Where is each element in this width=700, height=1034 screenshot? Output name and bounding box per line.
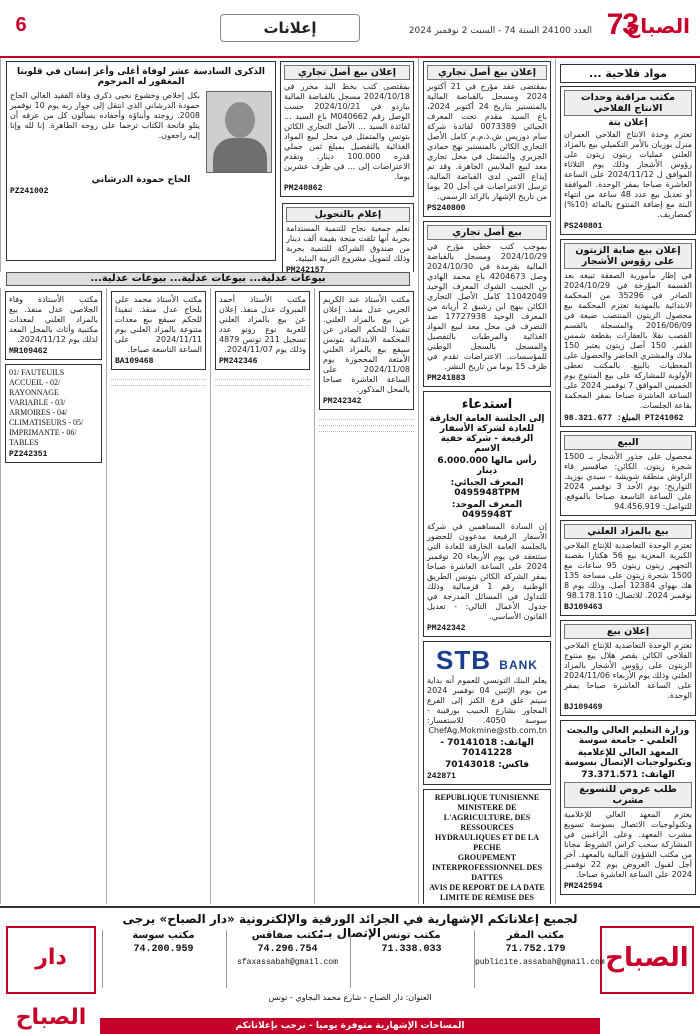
office-email: publicite.assabah@gmail.com — [475, 958, 605, 967]
sale-ad — [111, 291, 206, 370]
ad-box — [423, 221, 551, 387]
footer-red-bar: المساحات الإشهارية متوفرة يوميا - نرحب بإعلاناتكم — [100, 1018, 600, 1034]
ad-ref: 242871 — [427, 772, 456, 781]
ad-fiscal-id: المعرف الجبائي: 0495948TPM — [450, 478, 524, 498]
ad-title: استدعاء — [461, 397, 513, 412]
ad-text: يعلم البنك التونسي للعموم أنه بداية من يوم الإثنين 04 نوفمبر 2024 سيتم غلق فرع الكنز إلى الفرع المجاور بشارع الحبيب بورقيبة - سوسة 4050. للاستفسار: ChefAg.Mokmine@stb.com.tn — [427, 676, 548, 735]
ad-box — [560, 620, 696, 716]
ad-ref: PM242342 — [323, 397, 362, 406]
ad-text: بمقتضى عقد مؤرخ في 21 أكتوبر 2024 ومسجل بالقباضة المالية بالمنستير بتاريخ 24 أكتوبر 2024، باع السيد مقدم تحت المعرف الجبائي 0073389 لفائدة شركة سام دوريس ش.ذ.م.م كامل الأصل التجاري الكائن بالمنستير نهج حمادي الجزيري والمتمثل في محل تجاري معد لبيع الملابس الجاهزة. وقد تم إيداع الثمن لدى القباضة المالية. ترسل الاعتراضات في أجل 20 يوما من تاريخ الإشهار بالرائد الرسمي. — [427, 82, 547, 201]
office-name: مكتب صفاقس — [251, 930, 324, 941]
office-phone: 74.200.959 — [133, 944, 194, 955]
section-title: إعلانات — [220, 14, 360, 42]
ad-ref: PS240800 — [427, 204, 466, 213]
footer — [0, 906, 700, 1034]
logo-name: الصباح — [625, 14, 690, 38]
ad-ref: PZ241002 — [10, 187, 49, 196]
french-ad-box — [423, 789, 551, 904]
ad-reg-id: المعرف الموحد: 0495948T — [451, 500, 523, 520]
ad-title: إعلان بيع — [564, 624, 692, 639]
sale-text: مكتب الأستاذ محمد علي بلحاج عدل منفذ. تنفيذا للحكم سيقع بيع معدات متنوعة بالمزاد العلني يوم 2024/11/11 على الساعة التاسعة صباحا. — [115, 295, 202, 354]
footer-logo-right: الصباح — [600, 926, 694, 994]
ad-text: تعتزم وحدة الانتاج الفلاحي العمران منزل بوزيان بالأمر التكميلي بيع بالمزاد العلني عمليات زيتون زيتون على رؤوس الأشجار وذلك يوم الثلاثاء الموافق ل 2024/11/12 على الساعة العاشرة صباحا بمقر الوحدة. الموافقة أو تعديل بيع عدد 48 ساعة من انتهاء البتة مع إضافة المنتوج بالمائة (10%) كمصاريف. — [564, 130, 692, 219]
category-title: مواد فلاحية ... — [560, 64, 696, 83]
ad-ref: PM242594 — [564, 882, 603, 891]
ad-ref: PM242157 — [286, 266, 325, 272]
bank-brand: STB — [436, 645, 492, 675]
issue-line: العدد 24100 السنة 74 - السبت 2 نوفمبر 2024 — [408, 26, 592, 36]
ad-ref: MR109462 — [9, 347, 48, 356]
ad-subtitle: إلى الجلسة العامة الخارقة للعادة لشركة الأسفار الرفيعة - شركة خفية الاسم — [429, 414, 545, 454]
office-email: sfaxassabah@gmail.com — [237, 958, 338, 967]
text-line — [215, 380, 310, 386]
ad-text: إن السادة المساهمين في شركة الأسفار الرفيعة مدعوون للحضور بالجلسة العامة الخارقة للعادة التي ستنعقد في يوم الأربعاء 20 نوفمبر 2024 على الساعة العاشرة صباحا بمقر الشركة الكائن بتونس الطريق الوطنية رقم 1 قرمبالية وذلك للتداول في المسائل المدرجة في جدول الأعمال التالي: - تعديل القانون الأساسي. — [427, 522, 548, 621]
ad-ref: PM241883 — [427, 374, 466, 383]
ad-text: تعلم جمعية نجاح للتنمية المستدامة بجربة أنها تلقت منحة بقيمة ألف دينار من صندوق الشراكة للتنمية بجربة وذلك لتمويل مشروع التربية البيئية. — [286, 224, 410, 263]
ad-title: إعلان بيع أصل تجاري — [284, 65, 410, 80]
ad-subtitle: إعلان بتة — [608, 118, 648, 128]
left-col-b — [6, 61, 276, 265]
office-card — [226, 930, 348, 988]
ad-text: بمقتضى كتب بخط اليد محرر في 2024/10/18 مسجل بالقباضة المالية بباردو في 2024/10/21 حسب الوصل رقم M040662 باع السيد ... لفائدة السيد ... الأصل التجاري الكائن بتونس والمتمثل في محل لبيع المواد الغذائية بالتفصيل بمبلغ ثمن جملي قدره 100.000 دينار. وتقدم الاعتراضات إلى ... في ظرف عشرين يوما. — [284, 82, 411, 181]
bank-word: BANK — [499, 658, 538, 672]
office-name: مكتب المقر — [506, 930, 565, 941]
memorial-box — [6, 61, 276, 261]
office-phone: 71.752.179 — [505, 944, 566, 955]
bank-logo — [427, 645, 547, 676]
ad-box — [560, 86, 696, 235]
footer-title: لجميع إعلاناتكم الإشهارية في الجرائد الورقية والإلكترونية «دار الصباح» يرجى الإتصال بـ: — [122, 912, 578, 940]
ad-title: بيع أصل تجاري — [427, 225, 547, 240]
sale-item-list: 01/ FAUTEUILS ACCUEIL - 02/ RAYONNAGE VARIABLE - 03/ ARMOIRES - 04/ CLIMATISEURS - 05/ IMPRIMANTE - 06/ TABLES — [9, 368, 84, 447]
portrait-photo — [206, 91, 272, 173]
ad-fax: فاكس: 70143018 — [444, 760, 530, 770]
ad-title: إعلان بيع صابة الزيتون على رؤوس الأشجار — [564, 243, 692, 269]
ad-title: AVIS DE REPORT DE LA DATE LIMITE DE REMISE DES — [429, 883, 545, 902]
portrait-face — [225, 102, 255, 138]
ad-ref: PM242346 — [219, 357, 258, 366]
ad-text: تعتزم الوحدة التعاضدية للإنتاج الفلاحي الكبرية المعزية بيع 56 هكتارا بقصبة التجهيز زيتون زيتون 95 ساعات مع 1500 شجرة زيتون على مساحة 135 هك بهواي 12384 أصل. وذلك يوم 8 نوفمبر 2024. للاتصال: 98.178.110 — [564, 541, 692, 600]
ad-capital: رأس مالها 6.000.000 دينار — [437, 456, 537, 476]
office-card — [350, 930, 472, 988]
bank-ad-box — [423, 641, 551, 785]
sale-text: مكتب الأستاذ أحمد المبروك عدل منفذ. إعلان عن بيع بالمزاد العلني للعربة نوع رونو عدد تسجيل 211 تونس 4879 وذلك يوم 2024/11/07. — [219, 295, 307, 354]
ad-ref: المبلغ: 98.321.677 PT241062 — [564, 414, 684, 423]
ad-ref: PM242342 — [427, 624, 466, 633]
sale-ad — [319, 291, 414, 410]
ad-title: وزارة التعليم العالي والبحث العلمي - جامعة سوسة — [566, 726, 690, 746]
ad-ref: BJ109469 — [564, 703, 603, 712]
ad-box — [560, 720, 696, 895]
transfer-notice-col — [278, 200, 418, 272]
ad-text: بموجب كتب خطي مؤرخ في 2024/10/29 ومسجل بالقباضة المالية بقرمدة في 2024/10/30 وصل 4204673 باع محمد الهادي بن الحبيب الشوك المعرف الوحيد 11042049 كامل الأصل التجاري الكائن بنهج ابن رشيق 2 أريانة من المعرف الوحيد 17727938 ضد التصرف في محل معد لبيع المواد الغذائية والمرطبات بالتفصيل والمسجل بالسجل الوطني للمؤسسات. الاعتراضات تقدم في ظرف 15 يوما من تاريخ النشر. — [427, 242, 547, 371]
ad-text: محصول على جذور الأشجار بـ 1500 شجرة زيتون. الكائن: ضاقسير قاء الزاوش منطقة شويشة - سيدي بوزيد. التواريخ: يوم الأحد 3 نوفمبر 2024 على الساعة التاسعة صباحا بالموقع. للتواصل: 94.456.919 — [564, 452, 692, 511]
ad-ref: PS240801 — [564, 222, 603, 231]
office-card — [102, 930, 224, 988]
ad-box — [280, 61, 414, 197]
ad-text: في إطار مأمورية الصفقة تبيعه بعد القسمة المؤرخة في 2024/10/29 الصادر في 35296 من المحكمة الابتدائية بالمهدية تعتزم المحكمة بيع محصول الزيتون المنتصب ضيعة في 2016/06/09 والمسجلة بالقسم القصب نقلا بالعقارات بقطعة شمس القمر. 150 أصل زيتون يعتبر 150 ملاك والمشتري الحاضر والحصول على المعطيات بالبيع. بالمكتب تعطى الأولوية للمشاركة على بيع المنتوج يوم الخميس الموافق 7 نوفمبر 2024 على الساعة العاشرة صباحا بمقر المحكمة بقاعة الجلسات. — [564, 271, 692, 410]
ad-text: تعتزم الوحدة التعاضدية للإنتاج الفلاحي الفلاحي الكائن بقصر هلال بيع منتوج الزيتون على رؤوس الأشجار بالمزاد العلني وذلك يوم الأربعاء 2024/11/06 على الساعة العاشرة صباحا بمقر الوحدة. — [564, 641, 692, 700]
ad-box — [423, 61, 551, 217]
ad-text: يعتزم المعهد العالي للإعلامية وتكنولوجيات الاتصال بسوسة تسويغ مشرب المعهد. وعلى الراغبين في المشاركة سحب كراس الشروط مجانا من مكتب الشؤون المالية بالمعهد. آخر أجل لقبول العروض يوم 22 نوفمبر 2024 على الساعة العاشرة صباحا. — [564, 810, 692, 879]
office-name: مكتب تونس — [382, 930, 441, 941]
ad-subtitle: طلب عروض للتسويغ مشرب — [564, 782, 692, 808]
ad-box — [560, 239, 696, 427]
ad-box — [423, 391, 551, 637]
page-header — [0, 0, 700, 58]
sale-ad — [215, 291, 310, 370]
column-middle — [418, 58, 555, 904]
sale-ad — [5, 291, 102, 360]
text-line — [111, 380, 206, 386]
column-right — [555, 58, 700, 904]
sale-text: مكتب الأستاذ عبد الكريم الجربي عدل منفذ. إعلان عن بيع بالمزاد العلني. تنفيذا للحكم الصادر عن المحكمة الابتدائية بتونس سيقع بيع بالمزاد العلني الأمتعة المحجوزة يوم 2024/11/08 على الساعة العاشرة صباحا بالمحل المذكور. — [323, 295, 410, 394]
ad-ref: PZ242351 — [9, 450, 48, 459]
ad-title: MINISTERE DE L'AGRICULTURE, DES RESSOURCES HYDRAULIQUES ET DE LA PECHE — [434, 803, 540, 852]
ad-subtitle: المعهد العالي للإعلامية وتكنولوجيات الإتصال بسوسة — [564, 748, 692, 768]
memorial-title: الذكرى السادسة عشر لوفاة أغلى وأعز إنسان في قلوبنا المغفور له المرحوم — [16, 67, 265, 87]
sales-col-4 — [0, 288, 106, 904]
ad-ref: BA109468 — [115, 357, 154, 366]
ad-box — [282, 203, 414, 272]
sales-col-2 — [210, 288, 314, 904]
judicial-sales-banner: بيوعات عدلية... بيوعات عدلية... بيوعات عدلية... — [6, 272, 410, 286]
memorial-body — [10, 91, 272, 173]
ad-box — [560, 520, 696, 616]
sales-col-3 — [106, 288, 210, 904]
page-number: 6 — [15, 14, 27, 36]
office-name: مكتب سوسة — [132, 930, 195, 941]
sale-ad — [5, 364, 102, 463]
newspaper-logo — [600, 8, 690, 44]
ad-title: إعلام بالتحويل — [286, 207, 410, 222]
ad-title: GROUPEMENT INTERPROFESSIONNEL DES DATTES — [431, 853, 543, 882]
ad-box — [560, 431, 696, 516]
portrait-body — [213, 138, 267, 173]
ad-phone: الهاتف: 70141018 - 70141228 — [440, 738, 534, 758]
text-line — [319, 426, 414, 432]
office-phone: 74.296.754 — [257, 944, 318, 955]
ad-title: البيع — [564, 435, 692, 450]
memorial-text: بكل إخلاص وخشوع نحيي ذكرى وفاة الفقيد الغالي الحاج حمودة الدرشاني الذي انتقل إلى جوار ربه يوم 10 نوفمبر 2008. زوجته وأبناؤه وأحفاده يسألون كل من عرفه أن يتلو فاتحة الكتاب ترحما على روحه الطاهرة. إنا لله وإنا إليه راجعون. — [10, 91, 200, 140]
logo-number: 73 — [606, 8, 638, 41]
ad-title: مكتب مراقبة وحدات الانتاج الفلاحي — [564, 90, 692, 116]
footer-address: العنوان: دار الصباح - شارع محمد البجاوي - تونس — [268, 993, 432, 1002]
office-phone: 71.338.033 — [381, 944, 442, 955]
ad-title: بيع بالمزاد العلني — [564, 524, 692, 539]
sales-col-1 — [314, 288, 418, 904]
ad-phone: الهاتف: 73.371.571 — [581, 770, 675, 780]
ad-ref: BJ109463 — [564, 603, 603, 612]
memorial-name: الحاج حمودة الدرشاني — [91, 175, 191, 185]
ad-ref: PM240862 — [284, 184, 323, 193]
ad-title: إعلان بيع أصل تجاري — [427, 65, 547, 80]
office-card — [474, 930, 605, 988]
footer-logo-left: دار الصباح — [6, 926, 96, 994]
sale-text: مكتب الأستاذة وفاء الجلاصي عدل منفذ. بيع بالمزاد العلني لمعدات مكتبية وأثاث بالمحل المعد لذلك يوم 2024/11/12. — [9, 295, 98, 344]
ad-title: REPUBLIQUE TUNISIENNE — [434, 793, 540, 802]
